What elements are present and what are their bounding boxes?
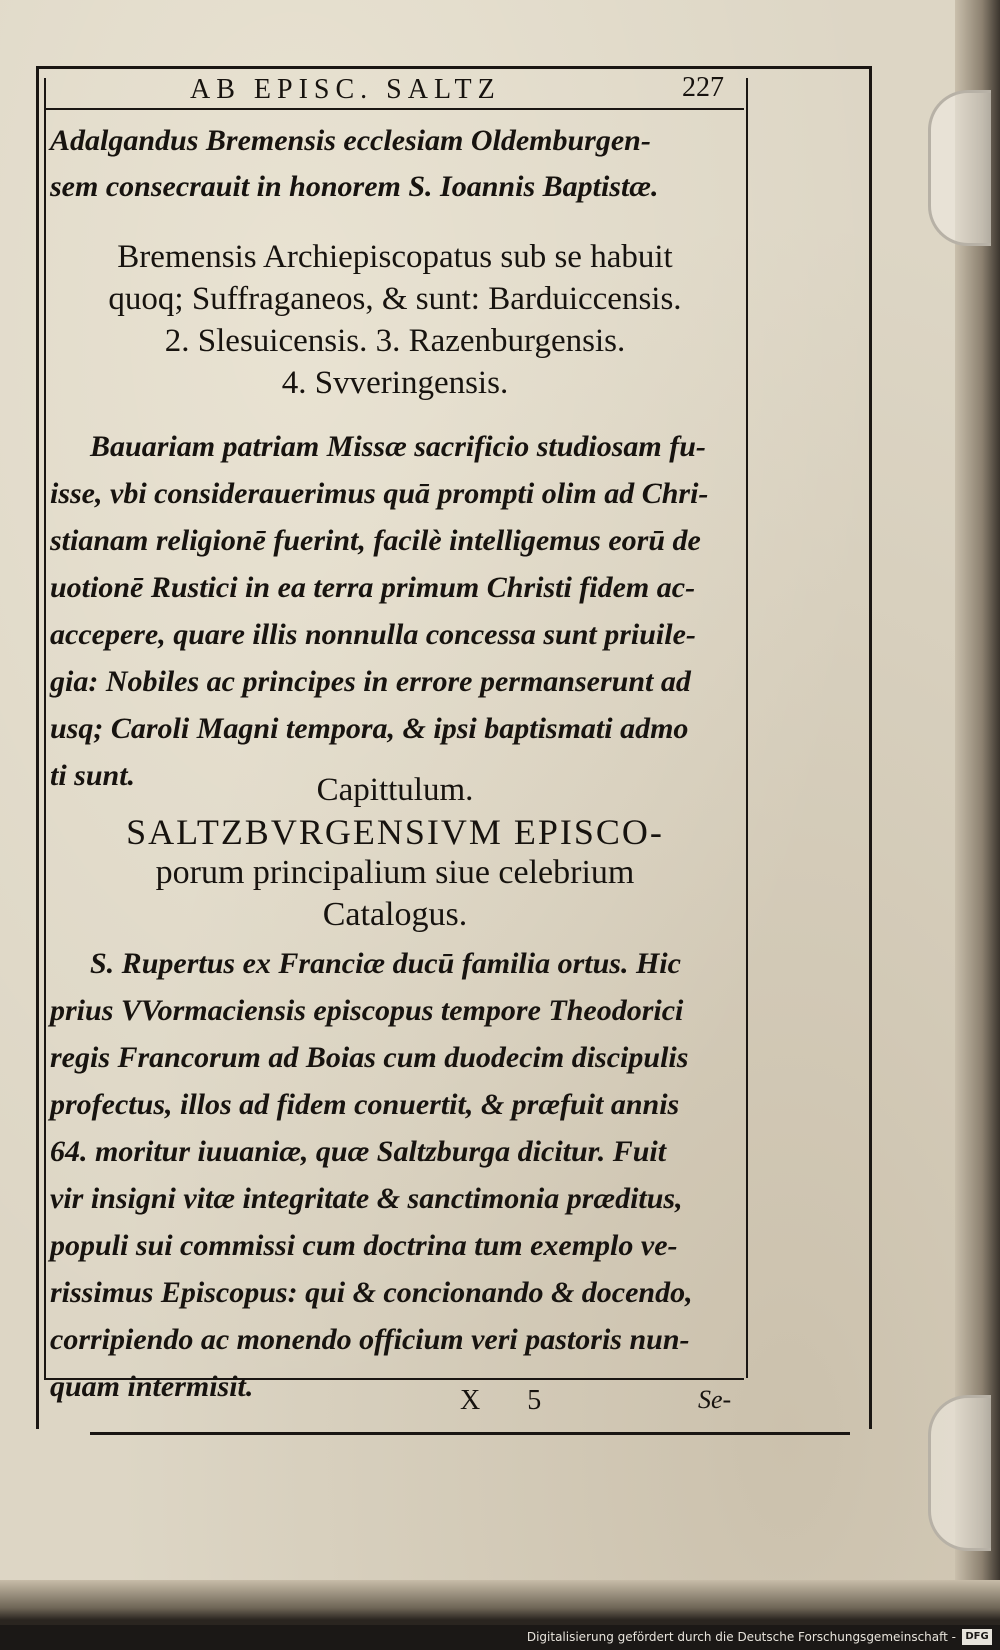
- text-line: sem consecrauit in honorem S. Ioannis Baptistæ.: [50, 170, 659, 203]
- text-line: vir insigni vitæ integritate & sanctimonia præditus,: [50, 1182, 683, 1215]
- text-line: quam intermisit.: [50, 1370, 254, 1403]
- chapter-subtitle: [50, 852, 740, 936]
- text-line: Adalgandus Bremensis ecclesiam Oldemburgen-: [50, 124, 651, 157]
- text-line: 2. Slesuicensis. 3. Razenburgensis.: [164, 323, 626, 359]
- text-line: prius VVormaciensis episcopus tempore Theodorici: [50, 994, 684, 1027]
- dfg-logo: DFG: [962, 1629, 992, 1645]
- signature-mark: X 5: [460, 1385, 562, 1416]
- paragraph-adalgandus: [50, 118, 740, 210]
- text-line: Catalogus.: [322, 896, 468, 933]
- header-rule: [44, 108, 744, 110]
- text-line: regis Francorum ad Boias cum duodecim discipulis: [50, 1041, 689, 1074]
- text-line: rissimus Episcopus: qui & concionando & docendo,: [50, 1276, 693, 1309]
- chapter-title: SALTZBVRGENSIVM EPISCO-: [126, 812, 664, 852]
- text-line: corripiendo ac monendo officium veri pastoris nun-: [50, 1323, 690, 1356]
- text-line: gia: Nobiles ac principes in errore permanserunt ad: [50, 665, 691, 698]
- chapter-heading: Capittulum.: [316, 772, 474, 808]
- text-line: isse, vbi considerauerimus quā prompti olim ad Chri-: [50, 477, 709, 510]
- text-line: usq; Caroli Magni tempora, & ipsi baptismati admo: [50, 712, 689, 745]
- page-number: 227: [682, 72, 724, 103]
- paragraph-rupertus: [50, 940, 740, 1410]
- text-line: Bauariam patriam Missæ sacrificio studiosam fu-: [90, 430, 706, 463]
- paragraph-bauariam: [50, 423, 740, 799]
- text-line: ti sunt.: [50, 759, 136, 792]
- page-bottom-edge: [0, 1580, 1000, 1620]
- digitization-note: Digitalisierung gefördert durch die Deutsche Forschungsgemeinschaft -: [526, 1630, 956, 1644]
- underline-rule: [90, 1432, 850, 1435]
- running-title: AB EPISC. SALTZ: [190, 74, 501, 105]
- text-line: stianam religionē fuerint, facilè intelligemus eorū de: [50, 524, 701, 557]
- text-line: quoq; Suffraganeos, & sunt: Barduiccensis.: [108, 281, 682, 317]
- text-line: 4. Svveringensis.: [281, 365, 509, 401]
- text-line: uotionē Rustici in ea terra primum Christi fidem ac-: [50, 571, 696, 604]
- text-line: profectus, illos ad fidem conuertit, & præfuit annis: [50, 1088, 680, 1121]
- text-line: accepere, quare illis nonnulla concessa sunt priuile-: [50, 618, 696, 651]
- paragraph-suffraganeos: [50, 236, 740, 404]
- text-line: populi sui commissi cum doctrina tum exemplo ve-: [50, 1229, 678, 1262]
- text-line: S. Rupertus ex Franciæ ducū familia ortus. Hic: [90, 947, 681, 980]
- page-clip-bottom: [928, 1395, 991, 1551]
- page-clip-top: [928, 90, 991, 246]
- text-line: porum principalium siue celebrium: [155, 854, 635, 891]
- text-line: Bremensis Archiepiscopatus sub se habuit: [117, 239, 673, 275]
- text-line: 64. moritur iuuaniæ, quæ Saltzburga dicitur. Fuit: [50, 1135, 667, 1168]
- catchword: Se-: [698, 1385, 732, 1414]
